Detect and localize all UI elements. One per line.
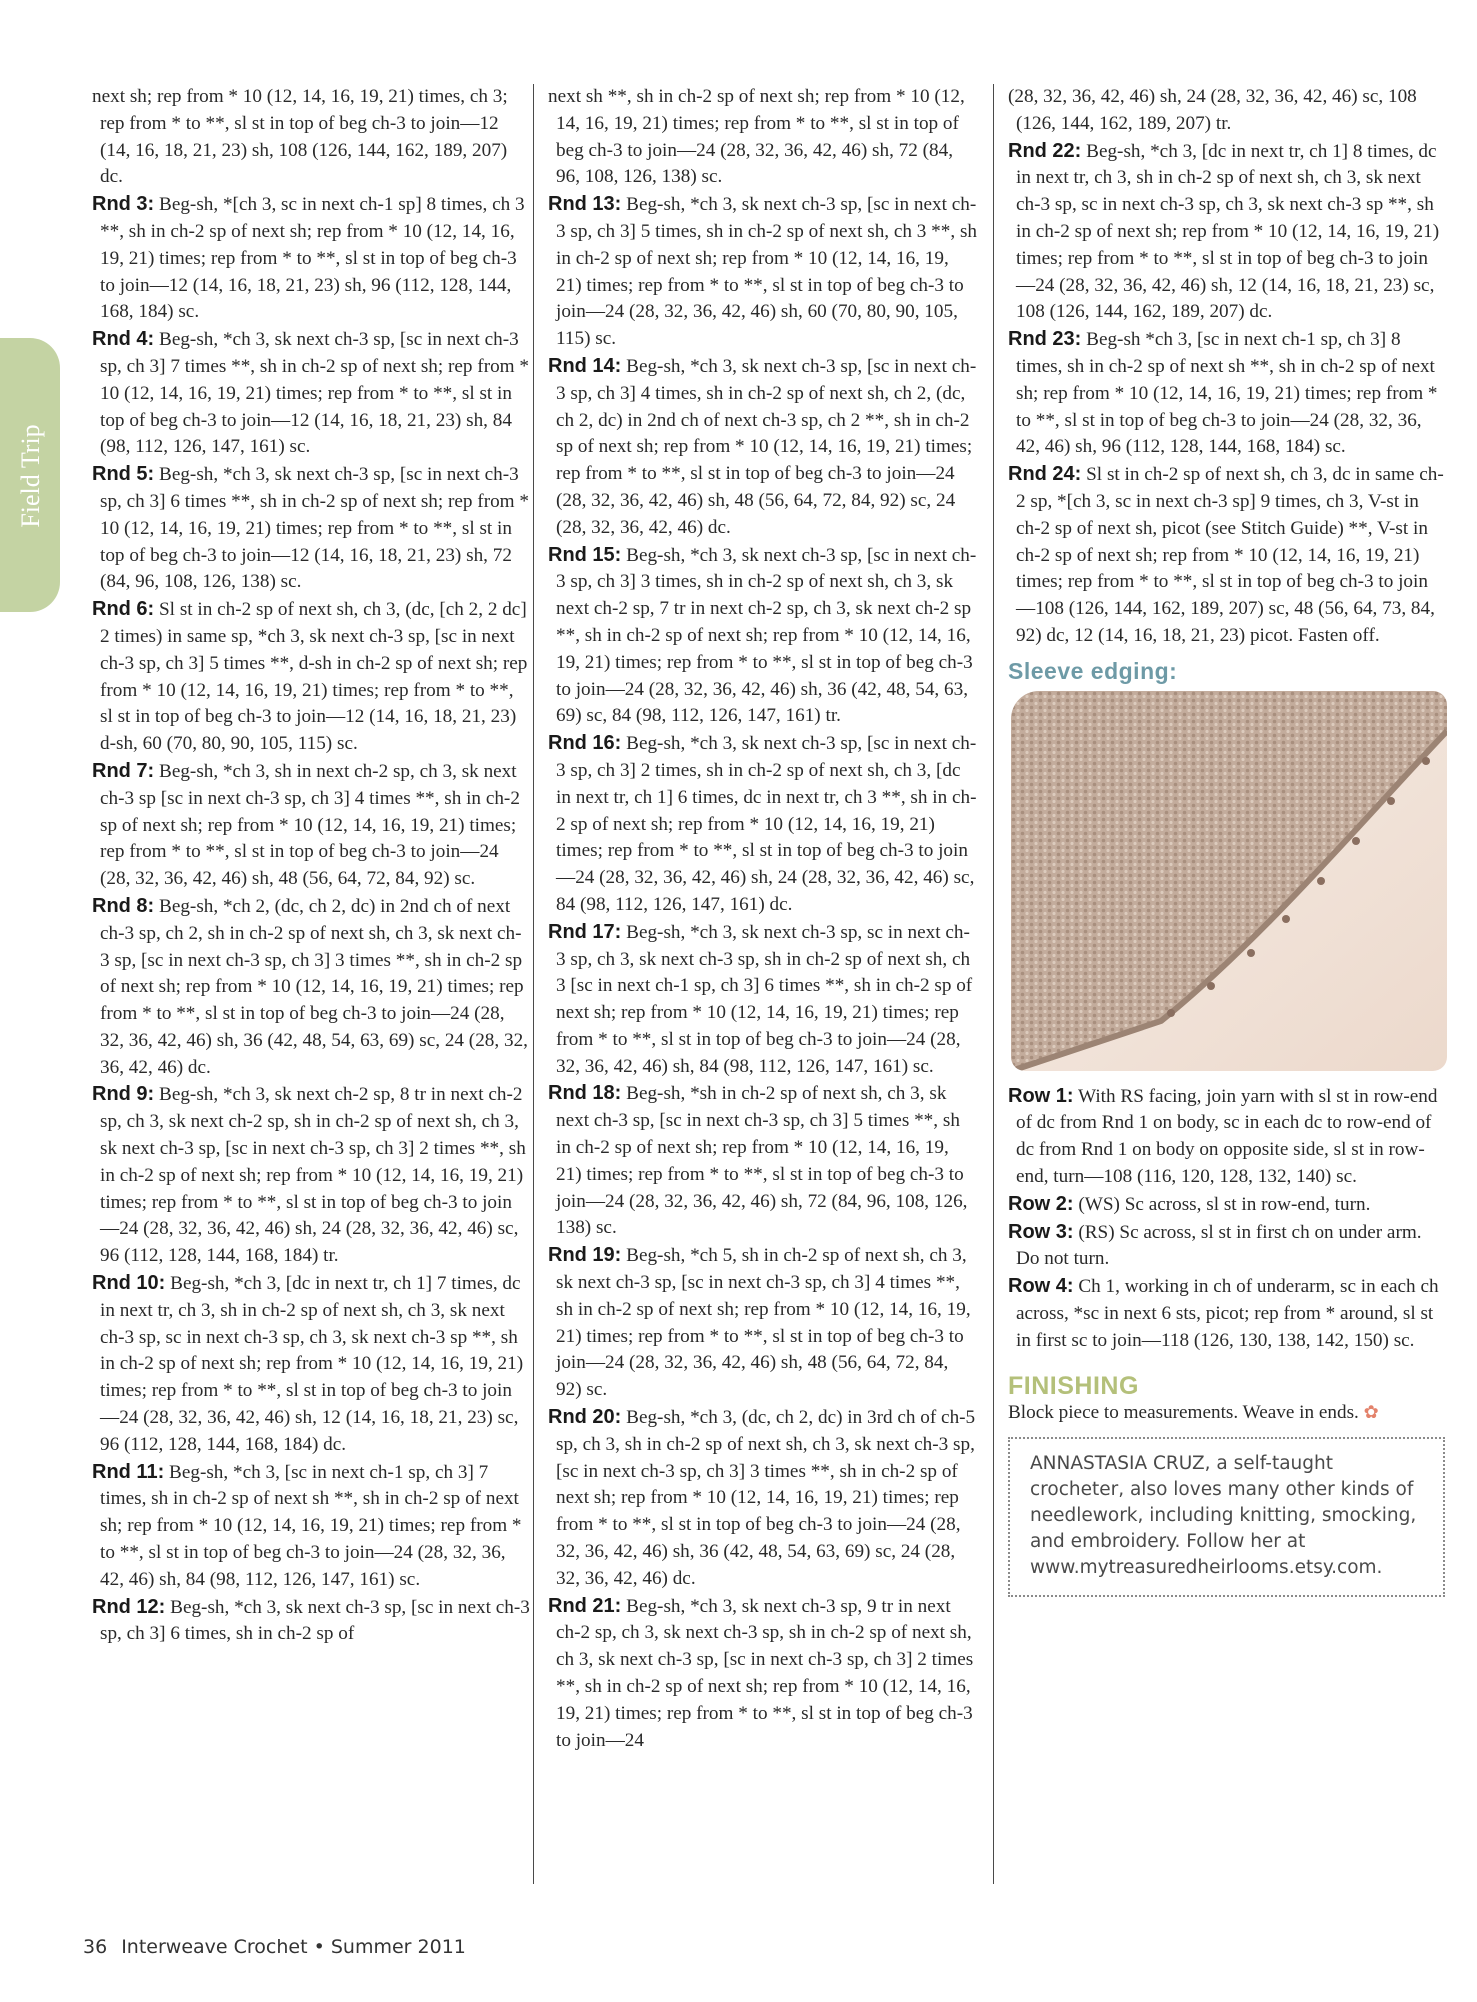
flower-icon: ✿: [1363, 1402, 1379, 1423]
round-label: Rnd 15:: [548, 543, 622, 566]
round-instructions: Beg-sh, *ch 3, [dc in next tr, ch 1] 8 times, dc in next tr, ch 3, sh in ch-2 sp of next sh, ch 3, sk next ch-3 sp, sc in next ch-3 sp, ch 3, sk next ch-3 sp **, sh in ch-2 sp of next sh; rep from * 10 (12, 14, 16, 19, 21) times; rep from * to **, sl st in top of beg ch-3 to join—24 (28, 32, 36, 42, 46) sh, 12 (14, 16, 18, 21, 23) sc, 108 (126, 144, 162, 189, 207) dc.: [1016, 140, 1440, 323]
magazine-name: Interweave Crochet: [121, 1936, 308, 1958]
column-1: [92, 84, 530, 1648]
side-tab-label: Field Trip: [16, 424, 45, 528]
round-instructions: Beg-sh, *ch 3, sk next ch-2 sp, 8 tr in next ch-2 sp, ch 3, sk next ch-2 sp, sh in ch-2 sp of next sh, ch 3, sk next ch-3 sp, [sc in next ch-3 sp, ch 3] 2 times **, sh in ch-2 sp of next sh; rep from * 10 (12, 14, 16, 19, 21) times; rep from * to **, sl st in top of beg ch-3 to join—24 (28, 32, 36, 42, 46) sh, 24 (28, 32, 36, 42, 46) sc, 96 (112, 128, 144, 168, 184) tr.: [100, 1084, 526, 1267]
round-instructions: next sh **, sh in ch-2 sp of next sh; rep from * 10 (12, 14, 16, 19, 21) times; rep from * to **, sl st in top of beg ch-3 to join—24 (28, 32, 36, 42, 46) sh, 72 (84, 96, 108, 126, 138) sc.: [548, 86, 965, 188]
round-instructions: Beg-sh, *ch 3, sk next ch-3 sp, [sc in next ch-3 sp, ch 3] 6 times **, sh in ch-2 sp of next sh; rep from * 10 (12, 14, 16, 19, 21) times; rep from * to **, sl st in top of beg ch-3 to join—12 (14, 16, 18, 21, 23) sh, 72 (84, 96, 108, 126, 138) sc.: [100, 464, 529, 593]
round-label: Row 2:: [1008, 1192, 1074, 1215]
round-label: Rnd 21:: [548, 1594, 622, 1617]
round-label: Rnd 9:: [92, 1083, 155, 1106]
finishing-heading: FINISHING: [1008, 1371, 1139, 1400]
round-instructions: Beg-sh, *ch 3, sk next ch-3 sp, 9 tr in next ch-2 sp, ch 3, sk next ch-3 sp, sh in ch-2 sp of next sh, ch 3, sk next ch-3 sp, [sc in next ch-3 sp, ch 3] 2 times **, sh in ch-2 sp of next sh; rep from * 10 (12, 14, 16, 19, 21) times; rep from * to **, sl st in top of beg ch-3 to join—24: [556, 1595, 974, 1751]
pattern-round: [92, 893, 530, 1082]
pattern-round: [548, 730, 978, 919]
round-label: Rnd 5:: [92, 463, 155, 486]
round-label: Rnd 7:: [92, 759, 155, 782]
pattern-round: [1008, 461, 1445, 650]
column-3-rounds: [1008, 84, 1445, 650]
round-label: Rnd 18:: [548, 1082, 622, 1105]
round-instructions: Beg-sh, *ch 3, [dc in next tr, ch 1] 7 times, dc in next tr, ch 3, sh in ch-2 sp of next sh, ch 3, sk next ch-3 sp, sc in next ch-3 sp, ch 3, sk next ch-3 sp **, sh in ch-2 sp of next sh; rep from * 10 (12, 14, 16, 19, 21) times; rep from * to **, sl st in top of beg ch-3 to join—24 (28, 32, 36, 42, 46) sh, 12 (14, 16, 18, 21, 23) sc, 96 (112, 128, 144, 168, 184) dc.: [100, 1273, 524, 1455]
pattern-round: [92, 1594, 530, 1649]
pattern-round: [1008, 326, 1445, 461]
round-label: Rnd 16:: [548, 732, 622, 755]
round-label: Rnd 17:: [548, 920, 622, 943]
pattern-round: [548, 919, 978, 1081]
pattern-round: [92, 326, 530, 461]
round-instructions: Beg-sh, *ch 3, [sc in next ch-1 sp, ch 3] 7 times, sh in ch-2 sp of next sh **, sh in ch-2 sp of next sh; rep from * 10 (12, 14, 16, 19, 21) times; rep from * to **, sl st in top of beg ch-3 to join—24 (28, 32, 36, 42, 46) sh, 84 (98, 112, 126, 147, 161) sc.: [100, 1461, 522, 1590]
pattern-round: [548, 191, 978, 353]
round-label: Rnd 12:: [92, 1595, 166, 1618]
sleeve-edging-heading: Sleeve edging:: [1008, 657, 1178, 684]
round-label: Rnd 8:: [92, 894, 155, 917]
round-instructions: Beg-sh, *ch 3, sk next ch-3 sp, [sc in next ch-3 sp, ch 3] 4 times, sh in ch-2 sp of next sh, ch 2, (dc, ch 2, dc) in 2nd ch of next ch-3 sp, ch 2 **, sh in ch-2 sp of next sh; rep from * 10 (12, 14, 16, 19, 21) times; rep from * to **, sl st in top of beg ch-3 to join—24 (28, 32, 36, 42, 46) sh, 48 (56, 64, 72, 84, 92) sc, 24 (28, 32, 36, 42, 46) dc.: [556, 355, 977, 538]
pattern-round: [548, 353, 978, 542]
round-label: Rnd 11:: [92, 1460, 165, 1483]
round-instructions: Beg-sh, *ch 2, (dc, ch 2, dc) in 2nd ch of next ch-3 sp, ch 2, sh in ch-2 sp of next sh, ch 3, sk next ch-3 sp, [sc in next ch-3 sp, ch 3] 3 times **, sh in ch-2 sp of next sh; rep from * 10 (12, 14, 16, 19, 21) times; rep from * to **, sl st in top of beg ch-3 to join—24 (28, 32, 36, 42, 46) sh, 36 (42, 48, 54, 63, 69) sc, 24 (28, 32, 36, 42, 46) dc.: [100, 895, 528, 1078]
pattern-round: [1008, 1273, 1445, 1354]
round-label: Row 4:: [1008, 1275, 1074, 1298]
round-instructions: Beg-sh, *ch 3, (dc, ch 2, dc) in 3rd ch of ch-5 sp, ch 3, sh in ch-2 sp of next sh, ch 3, sk next ch-3 sp, [sc in next ch-3 sp, ch 3] 3 times **, sh in ch-2 sp of next sh; rep from * 10 (12, 14, 16, 19, 21) times; rep from * to **, sl st in top of beg ch-3 to join—24 (28, 32, 36, 42, 46) sh, 36 (42, 48, 54, 63, 69) sc, 24 (28, 32, 36, 42, 46) dc.: [556, 1407, 976, 1589]
pattern-round: [92, 1459, 530, 1594]
round-instructions: Ch 1, working in ch of underarm, sc in each ch across, *sc in next 6 sts, picot; rep from * around, sl st in first sc to join—118 (126, 130, 138, 142, 150) sc.: [1016, 1276, 1439, 1351]
round-label: Rnd 20:: [548, 1406, 622, 1429]
round-label: Row 1:: [1008, 1084, 1074, 1107]
round-instructions: Beg-sh, *ch 3, sk next ch-3 sp, sc in next ch-3 sp, ch 3, sk next ch-3 sp, sh in ch-2 sp of next sh, ch 3 [sc in next ch-1 sp, ch 3] 6 times **, sh in ch-2 sp of next sh; rep from * 10 (12, 14, 16, 19, 21) times; rep from * to **, sl st in top of beg ch-3 to join—24 (28, 32, 36, 42, 46) sh, 84 (98, 112, 126, 147, 161) sc.: [556, 921, 973, 1077]
column-2: [548, 84, 978, 1754]
column-divider: [533, 84, 534, 1884]
pattern-round: [548, 84, 978, 191]
sleeve-edging-rows: [1008, 1083, 1445, 1355]
pattern-round: [1008, 1191, 1445, 1219]
pattern-round: [92, 84, 530, 191]
pattern-round: [92, 596, 530, 758]
pattern-round: [548, 542, 978, 731]
round-instructions: Beg-sh, *[ch 3, sc in next ch-1 sp] 8 times, ch 3 **, sh in ch-2 sp of next sh; rep from * 10 (12, 14, 16, 19, 21) times; rep from * to **, sl st in top of beg ch-3 to join—12 (14, 16, 18, 21, 23) sh, 96 (112, 128, 144, 168, 184) sc.: [100, 194, 525, 323]
pattern-round: [548, 1080, 978, 1242]
round-instructions: Beg-sh *ch 3, [sc in next ch-1 sp, ch 3] 8 times, sh in ch-2 sp of next sh **, sh in ch-2 sp of next sh; rep from * 10 (12, 14, 16, 19, 21) times; rep from * to **, sl st in top of beg ch-3 to join—24 (28, 32, 36, 42, 46) sh, 96 (112, 128, 144, 168, 184) sc.: [1016, 329, 1438, 458]
round-label: Rnd 10:: [92, 1272, 166, 1295]
round-instructions: With RS facing, join yarn with sl st in row-end of dc from Rnd 1 on body, sc in each dc to row-end of dc from Rnd 1 on body on opposite side, sl st in row-end, turn—108 (116, 120, 128, 132, 140) sc.: [1016, 1085, 1438, 1187]
pattern-round: [548, 1404, 978, 1593]
round-instructions: Beg-sh, *ch 3, sk next ch-3 sp, [sc in next ch-3 sp, ch 3] 7 times **, sh in ch-2 sp of next sh; rep from * 10 (12, 14, 16, 19, 21) times; rep from * to **, sl st in top of beg ch-3 to join—12 (14, 16, 18, 21, 23) sh, 84 (98, 112, 126, 147, 161) sc.: [100, 329, 529, 458]
round-instructions: (RS) Sc across, sl st in first ch on under arm. Do not turn.: [1016, 1221, 1422, 1270]
round-instructions: Beg-sh, *ch 3, sk next ch-3 sp, [sc in next ch-3 sp, ch 3] 5 times, sh in ch-2 sp of next sh, ch 3 **, sh in ch-2 sp of next sh; rep from * 10 (12, 14, 16, 19, 21) times; rep from * to **, sl st in top of beg ch-3 to join—24 (28, 32, 36, 42, 46) sh, 60 (70, 80, 90, 105, 115) sc.: [556, 194, 978, 350]
pattern-round: [92, 191, 530, 326]
pattern-round: [1008, 1083, 1445, 1191]
pattern-round: [548, 1593, 978, 1755]
page-number: 36: [83, 1936, 108, 1958]
pattern-round: [92, 758, 530, 893]
round-label: Rnd 4:: [92, 328, 155, 351]
round-instructions: next sh; rep from * 10 (12, 14, 16, 19, 21) times, ch 3; rep from * to **, sl st in top of beg ch-3 to join—12 (14, 16, 18, 21, 23) sh, 108 (126, 144, 162, 189, 207) dc.: [92, 86, 508, 188]
finishing-text: Block piece to measurements. Weave in ends. ✿: [1008, 1402, 1379, 1424]
round-instructions: (WS) Sc across, sl st in row-end, turn.: [1073, 1193, 1371, 1215]
pattern-round: [1008, 1219, 1445, 1274]
round-label: Rnd 23:: [1008, 328, 1082, 351]
pattern-round: [92, 461, 530, 596]
round-instructions: Beg-sh, *ch 3, sh in next ch-2 sp, ch 3, sk next ch-3 sp [sc in next ch-3 sp, ch 3] 4 times **, sh in ch-2 sp of next sh; rep from * 10 (12, 14, 16, 19, 21) times; rep from * to **, sl st in top of beg ch-3 to join—24 (28, 32, 36, 42, 46) sh, 48 (56, 64, 72, 84, 92) sc.: [100, 760, 520, 890]
round-label: Rnd 6:: [92, 598, 155, 621]
round-instructions: (28, 32, 36, 42, 46) sh, 24 (28, 32, 36, 42, 46) sc, 108 (126, 144, 162, 189, 207) tr.: [1008, 86, 1417, 134]
round-instructions: Sl st in ch-2 sp of next sh, ch 3, (dc, [ch 2, 2 dc] 2 times) in same sp, *ch 3, sk next ch-3 sp, [sc in next ch-3 sp, ch 3] 5 times **, d-sh in ch-2 sp of next sh; rep from * 10 (12, 14, 16, 19, 21) times; rep from * to **, sl st in top of beg ch-3 to join—12 (14, 16, 18, 21, 23) d-sh, 60 (70, 80, 90, 105, 115) sc.: [100, 599, 528, 755]
pattern-round: [92, 1081, 530, 1270]
page-footer: [83, 1936, 466, 1958]
pattern-round: [548, 1242, 978, 1404]
round-label: Row 3:: [1008, 1220, 1074, 1243]
round-label: Rnd 19:: [548, 1244, 622, 1267]
round-instructions: Beg-sh, *sh in ch-2 sp of next sh, ch 3, sk next ch-3 sp, [sc in next ch-3 sp, ch 3] 5 times **, sh in ch-2 sp of next sh; rep from * 10 (12, 14, 16, 19, 21) times; rep from * to **, sl st in top of beg ch-3 to join—24 (28, 32, 36, 42, 46) sh, 72 (84, 96, 108, 126, 138) sc.: [556, 1083, 968, 1239]
round-label: Rnd 22:: [1008, 139, 1082, 162]
column-divider: [993, 84, 994, 1884]
issue-date: Summer 2011: [330, 1936, 466, 1958]
pattern-round: [92, 1270, 530, 1459]
pattern-round: [1008, 138, 1445, 327]
sleeve-edging-photo: [1011, 691, 1447, 1071]
round-instructions: Beg-sh, *ch 3, sk next ch-3 sp, [sc in next ch-3 sp, ch 3] 6 times, sh in ch-2 sp of: [100, 1596, 530, 1645]
round-label: Rnd 13:: [548, 193, 622, 216]
sleeve-photo-illustration: [1011, 691, 1447, 1071]
author-bio: ANNASTASIA CRUZ, a self-taught crocheter, also loves many other kinds of needlework, including knitting, smocking, and embroidery. Follow her at www.mytreasuredheirlooms.etsy.com.: [1008, 1437, 1445, 1597]
footer-separator: •: [313, 1936, 325, 1958]
round-instructions: Sl st in ch-2 sp of next sh, ch 3, dc in same ch-2 sp, *[ch 3, sc in next ch-3 sp] 9 times, ch 3, V-st in ch-2 sp of next sh, picot (see Stitch Guide) **, V-st in ch-2 sp of next sh; rep from * 10 (12, 14, 16, 19, 21) times; rep from * to **, sl st in top of beg ch-3 to join—108 (126, 144, 162, 189, 207) sc, 48 (56, 64, 73, 84, 92) dc, 12 (14, 16, 18, 21, 23) picot. Fasten off.: [1016, 464, 1444, 646]
section-side-tab: [0, 338, 60, 612]
round-instructions: Beg-sh, *ch 3, sk next ch-3 sp, [sc in next ch-3 sp, ch 3] 3 times, sh in ch-2 sp of next sh, ch 3, sk next ch-2 sp, 7 tr in next ch-2 sp, ch 3, sk next ch-2 sp **, sh in ch-2 sp of next sh; rep from * 10 (12, 14, 16, 19, 21) times; rep from * to **, sl st in top of beg ch-3 to join—24 (28, 32, 36, 42, 46) sh, 36 (42, 48, 54, 63, 69) sc, 84 (98, 112, 126, 147, 161) tr.: [556, 544, 977, 727]
round-label: Rnd 24:: [1008, 463, 1082, 486]
round-instructions: Beg-sh, *ch 3, sk next ch-3 sp, [sc in next ch-3 sp, ch 3] 2 times, sh in ch-2 sp of next sh, ch 3, [dc in next tr, ch 1] 6 times, dc in next tr, ch 3 **, sh in ch-2 sp of next sh; rep from * 10 (12, 14, 16, 19, 21) times; rep from * to **, sl st in top of beg ch-3 to join—24 (28, 32, 36, 42, 46) sh, 24 (28, 32, 36, 42, 46) sc, 84 (98, 112, 126, 147, 161) dc.: [556, 733, 977, 915]
round-label: Rnd 3:: [92, 193, 155, 216]
pattern-round: [1008, 84, 1445, 138]
column-3: [1008, 84, 1445, 1597]
round-instructions: Beg-sh, *ch 5, sh in ch-2 sp of next sh, ch 3, sk next ch-3 sp, [sc in next ch-3 sp, ch 3] 4 times **, sh in ch-2 sp of next sh; rep from * 10 (12, 14, 16, 19, 21) times; rep from * to **, sl st in top of beg ch-3 to join—24 (28, 32, 36, 42, 46) sh, 48 (56, 64, 72, 84, 92) sc.: [556, 1245, 971, 1401]
round-label: Rnd 14:: [548, 354, 622, 377]
